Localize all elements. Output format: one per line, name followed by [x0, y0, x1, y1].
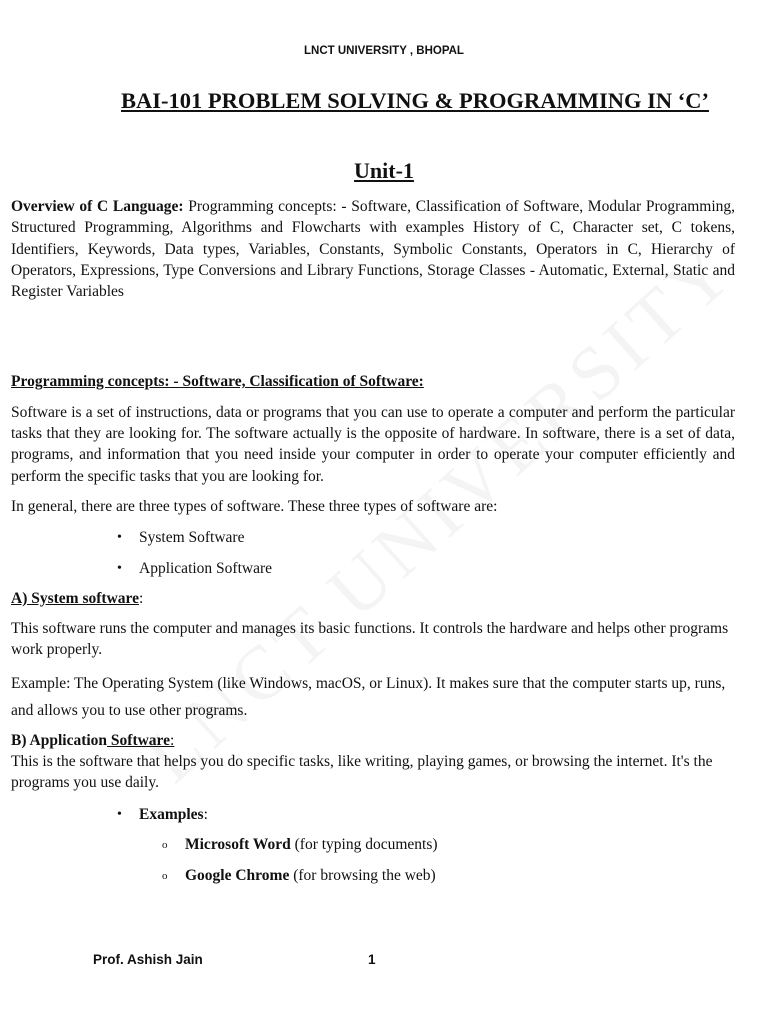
overview-text: Programming concepts: - Software, Classification of Software, Modular Programming, Structured Programming, Algorithms and Flowcharts with examples History of C, Character set, C tokens, Identifiers, Keywords, Data types, Variables, Constants, Symbolic Constants, Operators in C, Hierarchy of Operators, Expressions, Type Conversions and Library Functions, Storage Classes - Automatic, External, Static and Register Variables	[11, 198, 735, 301]
software-types-intro: In general, there are three types of software. These three types of software are:	[11, 497, 498, 515]
heading-colon: :	[170, 731, 175, 749]
author-name: Prof. Ashish Jain	[93, 952, 203, 967]
unit-title: Unit-1	[354, 158, 414, 183]
example-desc: (for browsing the web)	[289, 867, 436, 885]
document-body	[11, 196, 735, 887]
page-footer	[93, 952, 393, 967]
example-item	[11, 865, 735, 886]
system-software-heading	[11, 588, 735, 609]
examples-item	[11, 804, 735, 825]
application-software-paragraph: This is the software that helps you do specific tasks, like writing, playing games, or browsing the internet. It's the programs you use daily.	[11, 753, 713, 792]
course-title: BAI-101 PROBLEM SOLVING & PROGRAMMING IN ‘C’	[121, 88, 709, 113]
heading-colon: :	[139, 589, 144, 607]
system-software-paragraph: This software runs the computer and manages its basic functions. It controls the hardware and helps other programs work properly.	[11, 620, 729, 659]
software-types-list	[11, 527, 735, 579]
system-software-heading-text: A) System software	[11, 589, 139, 607]
example-name: Microsoft Word	[185, 835, 291, 853]
overview-label: Overview of C Language:	[11, 198, 184, 215]
application-software-heading	[11, 730, 735, 751]
overview-paragraph	[11, 196, 735, 302]
list-item: • System Software	[11, 527, 735, 548]
example-name: Google Chrome	[185, 867, 290, 885]
examples-colon: :	[203, 805, 208, 823]
example-desc: (for typing documents)	[290, 835, 438, 853]
examples-sublist	[11, 834, 735, 887]
software-definition-paragraph: Software is a set of instructions, data or programs that you can use to operate a computer and perform the particular tasks that they are looking for. The software actually is the opposite of hardware. In software, there is a set of data, programs, and information that you need inside your computer in order to operate your computer efficiently and perform the specific tasks that you are looking for.	[11, 403, 735, 485]
list-item: • Application Software	[11, 558, 735, 579]
examples-list	[11, 804, 735, 825]
university-header: LNCT UNIVERSITY , BHOPAL	[304, 45, 464, 57]
system-software-example: Example: The Operating System (like Windows, macOS, or Linux). It makes sure that the computer starts up, runs, and allows you to use other programs.	[11, 674, 726, 719]
section-heading-programming-concepts: Programming concepts: - Software, Classification of Software:	[11, 373, 424, 391]
page-number: 1	[368, 952, 376, 967]
examples-label: Examples	[139, 805, 204, 823]
application-software-heading-underlined: Software	[107, 731, 171, 749]
example-item	[11, 834, 735, 855]
application-software-heading-text: B) Application	[11, 731, 108, 749]
